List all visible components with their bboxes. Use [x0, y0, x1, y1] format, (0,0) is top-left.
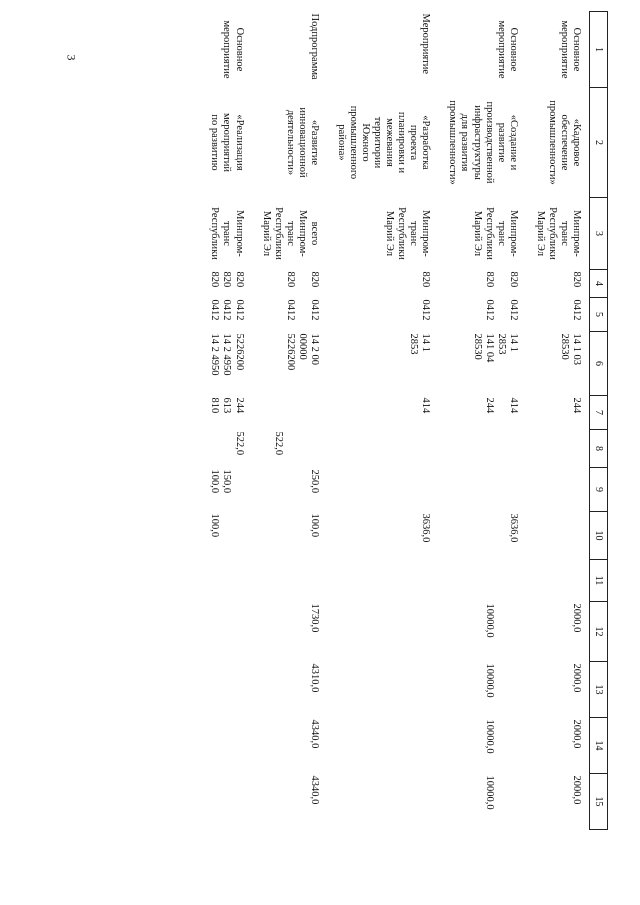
value-cell	[526, 512, 590, 560]
value-cell: 10000,0	[483, 775, 495, 810]
value-cell	[526, 560, 590, 602]
value-cell: 100,0	[209, 513, 221, 538]
row-type-cell: Мероприятие	[420, 13, 432, 75]
row-title-cell: «Разработка проекта планировки и межевания территории Южного промышленного района»	[335, 105, 432, 180]
column-header: 5	[590, 298, 608, 332]
rzpr-cell: 0412 0412	[483, 299, 519, 321]
value-cell: 4340,0	[308, 775, 320, 805]
value-cell	[327, 560, 439, 602]
rzpr-cell: 0412	[420, 299, 432, 321]
executor-cell: Минпром- транс Республики Марий Эл	[534, 207, 582, 260]
table-row	[526, 12, 590, 830]
vr-cell: 414 244	[483, 397, 519, 414]
row-type-cell: Основное мероприятие	[558, 20, 582, 79]
row-type-cell: Подпрограмма	[308, 13, 320, 80]
page-number: 3	[64, 54, 79, 61]
value-cell: 100,0	[308, 513, 320, 538]
grbs-cell: 820 820 820	[209, 271, 245, 288]
csr-cell: 14 2 00 00000 5226200	[284, 333, 320, 371]
row-title-cell: «Кадровое обеспечение промышленности»	[546, 100, 582, 185]
value-cell	[200, 718, 251, 774]
table-row	[327, 12, 439, 830]
vr-cell: 414	[420, 397, 432, 414]
header-row	[590, 12, 608, 830]
column-header: 12	[590, 602, 608, 662]
row-type-cell: Основное мероприятие	[221, 20, 245, 79]
row-title-cell: «Развитие инновационной деятельности»	[284, 107, 320, 178]
value-cell: 4340,0	[308, 719, 320, 749]
value-cell: 3636,0	[507, 513, 519, 543]
executor-cell: Минпром- транс Республики	[209, 207, 245, 260]
column-header: 2	[590, 88, 608, 198]
value-cell	[200, 774, 251, 830]
column-header: 15	[590, 774, 608, 830]
value-cell: 10000,0	[483, 663, 495, 698]
budget-table	[200, 11, 608, 830]
value-cell	[327, 662, 439, 718]
column-header: 13	[590, 662, 608, 718]
csr-cell: 14 1 2853	[408, 333, 432, 355]
value-cell: 150,0 100,0	[209, 469, 233, 494]
column-header: 8	[590, 430, 608, 468]
value-cell: 250,0	[308, 469, 320, 494]
column-header: 14	[590, 718, 608, 774]
value-cell: 10000,0	[483, 719, 495, 754]
csr-cell: 14 1 2853 141 04 28530	[471, 333, 519, 363]
value-cell	[327, 468, 439, 512]
value-cell	[252, 560, 327, 602]
grbs-cell: 820	[420, 271, 432, 288]
value-cell: 2000,0	[571, 663, 582, 693]
row-title-cell: «Создание и развитие производственной инфраструктуры для развития промышленности»	[447, 100, 519, 185]
value-cell: 1730,0	[308, 603, 320, 633]
value-cell	[200, 560, 251, 602]
value-cell: 10000,0	[483, 603, 495, 638]
rotated-table-container	[118, 11, 608, 829]
vr-cell	[252, 396, 327, 430]
rzpr-cell: 0412	[571, 299, 582, 321]
table-row	[438, 12, 525, 830]
value-cell: 522,0	[233, 431, 245, 456]
value-cell	[327, 718, 439, 774]
value-cell	[438, 468, 525, 512]
value-cell: 2000,0	[571, 719, 582, 749]
executor-cell: всего Минпром- транс Республики Марий Эл	[260, 207, 320, 260]
value-cell	[327, 602, 439, 662]
grbs-cell: 820	[571, 271, 582, 288]
column-header: 4	[590, 270, 608, 298]
column-header: 1	[590, 12, 608, 88]
value-cell: 3636,0	[420, 513, 432, 543]
executor-cell: Минпром- транс Республики Марий Эл	[471, 207, 519, 260]
value-cell	[327, 774, 439, 830]
csr-cell: 14 1 03 28530	[558, 333, 582, 365]
column-header: 11	[590, 560, 608, 602]
column-header: 9	[590, 468, 608, 512]
column-header: 7	[590, 396, 608, 430]
rzpr-cell: 0412 0412 0412	[209, 299, 245, 321]
vr-cell: 244	[571, 397, 582, 414]
rzpr-cell: 0412 0412	[284, 299, 320, 321]
csr-cell: 5226200 14 2 4950 14 2 4950	[209, 333, 245, 376]
executor-cell: Минпром- транс Республики Марий Эл	[384, 207, 432, 260]
column-header: 6	[590, 332, 608, 396]
table-row	[200, 12, 251, 830]
table-row	[252, 12, 327, 830]
value-cell: 4310,0	[308, 663, 320, 693]
value-cell	[200, 602, 251, 662]
row-title-cell: «Реализация мероприятий по развитию	[209, 113, 245, 172]
vr-cell: 244 613 810	[209, 397, 245, 414]
grbs-cell: 820 820	[483, 271, 519, 288]
value-cell	[438, 560, 525, 602]
row-type-cell: Основное мероприятие	[495, 20, 519, 79]
value-cell	[438, 430, 525, 468]
value-cell: 2000,0	[571, 775, 582, 805]
value-cell	[200, 662, 251, 718]
value-cell: 522,0	[272, 431, 284, 456]
value-cell	[327, 430, 439, 468]
grbs-cell: 820 820	[284, 271, 320, 288]
column-header: 3	[590, 198, 608, 270]
value-cell	[526, 468, 590, 512]
column-header: 10	[590, 512, 608, 560]
value-cell: 2000,0	[571, 603, 582, 633]
value-cell	[526, 430, 590, 468]
